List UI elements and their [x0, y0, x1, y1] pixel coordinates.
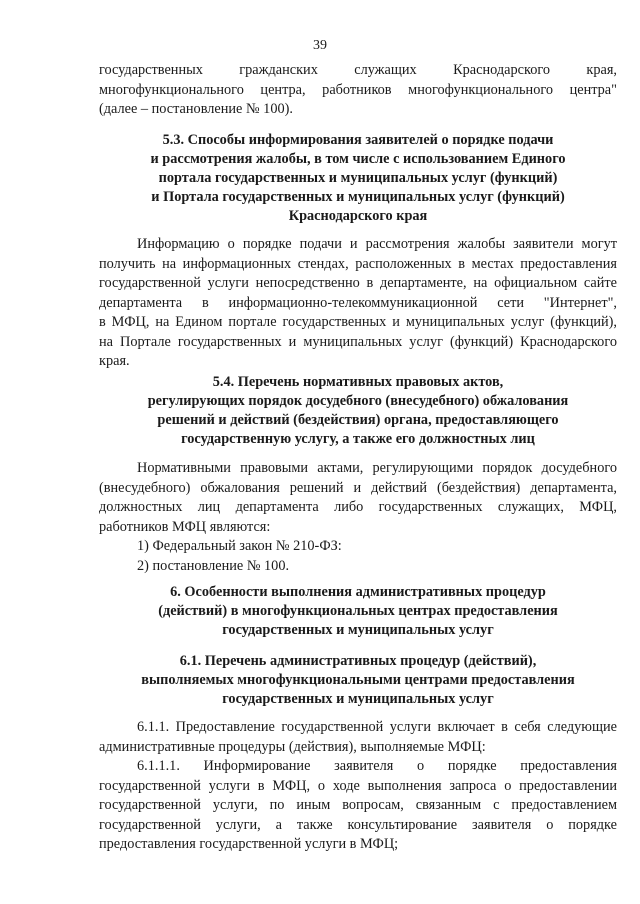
heading-line: 6. Особенности выполнения административных процедур: [170, 584, 546, 600]
text-line: (далее – постановление № 100).: [99, 101, 293, 117]
text-line: работников МФЦ являются:: [99, 518, 271, 535]
intro-paragraph: [99, 61, 617, 120]
text-line: в МФЦ, на Едином портале государственных и муниципальных услуг (функций),: [99, 314, 617, 330]
heading-line: Краснодарского края: [288, 208, 428, 224]
section-5-3-body: [99, 235, 617, 372]
text-line: государственной услуги непосредственно в департаменте, на официальном сайте: [99, 275, 617, 291]
text-line: получить на информационных стендах, расположенных в местах предоставления: [99, 255, 617, 272]
text-line: (внесудебного) обжалования решений и действий (бездействия) департамента,: [99, 479, 617, 496]
text-line: на Портале государственных и муниципальных услуг (функций) Краснодарского: [99, 333, 617, 350]
heading-line: государственных и муниципальных услуг: [222, 622, 494, 638]
text-line: 6.1.1. Предоставление государственной услуги включает в себя следующие: [137, 719, 617, 735]
section-5-3-heading: [99, 131, 617, 226]
text-line: Нормативными правовыми актами, регулирующими порядок досудебного: [137, 460, 617, 476]
heading-line: и рассмотрения жалобы, в том числе с использованием Единого: [150, 151, 566, 167]
heading-line: государственную услугу, а также его должностных лиц: [181, 431, 535, 447]
text-line: предоставления государственной услуги в МФЦ;: [99, 836, 399, 852]
text-line: должностных лиц департамента либо государственных служащих, МФЦ,: [99, 499, 617, 515]
heading-line: (действий) в многофункциональных центрах предоставления: [158, 603, 558, 619]
section-5-4-body: [99, 459, 617, 576]
text-line: 6.1.1.1. Информирование заявителя о порядке предоставления: [137, 758, 617, 774]
heading-line: решений и действий (бездействия) органа, предоставляющего: [157, 412, 559, 428]
heading-line: 5.3. Способы информирования заявителей о порядке подачи: [162, 132, 554, 148]
section-6-1-heading: [99, 652, 617, 709]
text-line: департамента в информационно-телекоммуникационной сети "Интернет",: [99, 294, 617, 311]
list-item: 1) Федеральный закон № 210-ФЗ:: [137, 538, 342, 554]
section-6-heading: [99, 583, 617, 640]
heading-line: выполняемых многофункциональными центрами предоставления: [141, 672, 575, 688]
text-line: государственных гражданских служащих Краснодарского края,: [99, 62, 617, 78]
heading-line: государственных и муниципальных услуг: [222, 691, 494, 707]
heading-line: регулирующих порядок досудебного (внесудебного) обжалования: [147, 393, 569, 409]
page-number: 39: [313, 38, 327, 53]
text-line: государственной услуги, по иным вопросам, связанным с предоставлением: [99, 797, 617, 813]
text-line: государственной услуги в МФЦ, о ходе выполнения запроса о предоставлении: [99, 777, 617, 794]
heading-line: 6.1. Перечень административных процедур (действий),: [179, 653, 537, 669]
heading-line: и Портала государственных и муниципальных услуг (функций): [151, 189, 565, 205]
section-5-4-heading: [99, 373, 617, 449]
section-6-1-body: [99, 718, 617, 855]
list-item: 2) постановление № 100.: [137, 557, 290, 574]
text-line: края.: [99, 353, 130, 369]
text-line: государственной услуги, а также консультирование заявителя о порядке: [99, 816, 617, 833]
text-line: многофункционального центра, работников многофункционального центра": [99, 81, 617, 98]
text-line: Информацию о порядке подачи и рассмотрения жалобы заявители могут: [137, 236, 617, 252]
text-line: административные процедуры (действия), выполняемые МФЦ:: [99, 738, 486, 755]
heading-line: портала государственных и муниципальных услуг (функций): [158, 170, 558, 186]
heading-line: 5.4. Перечень нормативных правовых актов,: [212, 374, 504, 390]
